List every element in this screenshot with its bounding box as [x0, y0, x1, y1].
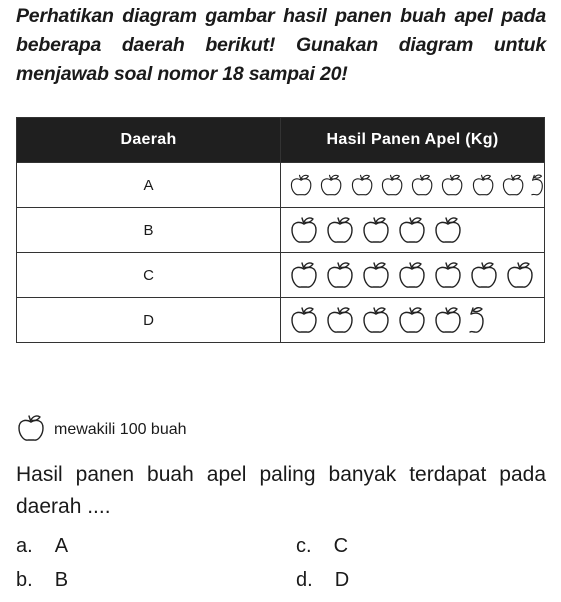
table-row: [17, 253, 545, 298]
question-text: Hasil panen buah apel paling banyak terdapat pada daerah ....: [16, 463, 546, 518]
option-d[interactable]: [296, 566, 349, 594]
table-row: [17, 208, 545, 253]
apple-icon: [397, 215, 427, 245]
apple-icon: [319, 170, 343, 200]
apple-icon: [16, 413, 46, 443]
apple-icon: [361, 260, 391, 290]
apple-icon: [361, 215, 391, 245]
apple-icon: [501, 170, 525, 200]
apple-count-cell: [281, 253, 545, 298]
apple-icon: [325, 260, 355, 290]
apple-icon: [289, 260, 319, 290]
half-apple-icon: [469, 305, 485, 335]
apple-row: [289, 298, 544, 342]
table-header-row: [17, 118, 545, 163]
intro-text: Perhatikan diagram gambar hasil panen buah apel pada beberapa daerah berikut! Gunakan diagram untuk menjawab soal nomor 18 sampai 20!: [16, 5, 546, 85]
region-label: B: [17, 208, 281, 253]
option-a[interactable]: [16, 532, 68, 560]
apple-icon: [289, 305, 319, 335]
apple-icon: [440, 170, 464, 200]
region-label: D: [17, 298, 281, 343]
apple-icon: [397, 305, 427, 335]
option-letter: a.: [16, 535, 33, 557]
region-label: A: [17, 163, 281, 208]
apple-icon: [380, 170, 404, 200]
legend-text: mewakili 100 buah: [54, 421, 187, 438]
apple-count-cell: [281, 208, 545, 253]
apple-icon: [433, 305, 463, 335]
apple-icon: [433, 260, 463, 290]
legend: [16, 415, 187, 445]
apple-row: [289, 163, 544, 207]
apple-icon: [469, 260, 499, 290]
apple-icon: [397, 260, 427, 290]
half-apple-icon: [531, 170, 544, 200]
apple-icon: [325, 215, 355, 245]
option-letter: d.: [296, 569, 313, 591]
option-letter: c.: [296, 535, 312, 557]
apple-icon: [433, 215, 463, 245]
apple-count-cell: [281, 298, 545, 343]
option-letter: b.: [16, 569, 33, 591]
apple-icon: [289, 215, 319, 245]
table-row: [17, 163, 545, 208]
option-c[interactable]: [296, 532, 348, 560]
apple-row: [289, 253, 544, 297]
apple-icon: [325, 305, 355, 335]
option-text: C: [333, 535, 349, 557]
apple-icon: [505, 260, 535, 290]
header-region: Daerah: [17, 118, 281, 163]
apple-count-cell: [281, 163, 545, 208]
apple-icon: [410, 170, 434, 200]
apple-icon: [289, 170, 313, 200]
option-b[interactable]: [16, 566, 68, 594]
option-text: A: [54, 535, 69, 557]
apple-icon: [16, 413, 46, 448]
option-text: B: [54, 569, 69, 591]
apple-icon: [471, 170, 495, 200]
table-row: [17, 298, 545, 343]
option-text: D: [334, 569, 350, 591]
apple-row: [289, 208, 544, 252]
harvest-table: [16, 117, 545, 343]
apple-icon: [350, 170, 374, 200]
header-harvest: Hasil Panen Apel (Kg): [281, 118, 545, 163]
apple-icon: [361, 305, 391, 335]
region-label: C: [17, 253, 281, 298]
